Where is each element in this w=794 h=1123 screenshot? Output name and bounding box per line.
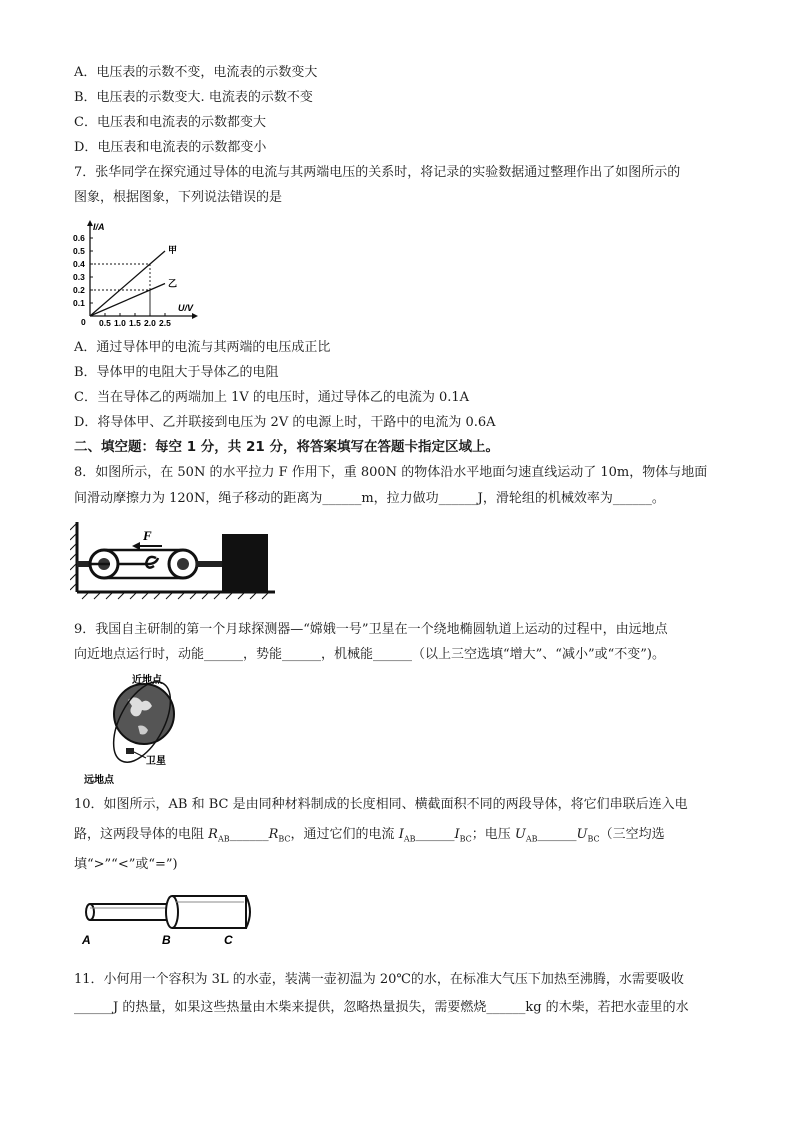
wall-hatch [70, 524, 76, 590]
heavy-block [222, 534, 268, 592]
origin-label: 0 [81, 317, 86, 327]
q10-symbol-R1: R [208, 827, 218, 842]
q7-option-b: B．导体甲的电阻大于导体乙的电阻 [74, 365, 279, 380]
conductor-bc [172, 896, 246, 928]
q10-symbol-U2: U [576, 827, 588, 842]
q10-line2 [74, 826, 665, 849]
y-tick-label: 0.5 [73, 246, 85, 256]
q7-stem-line2: 图象，根据图象，下列说法错误的是 [74, 190, 283, 205]
conductor-ab [90, 904, 172, 920]
q10-line3: 填“>”“<”或“=”) [74, 857, 178, 872]
q6-option-b: B．电压表的示数变大. 电流表的示数不变 [74, 90, 313, 105]
q10-sub-ab-2: AB [403, 834, 416, 844]
conductor-svg [76, 890, 256, 948]
earth [114, 684, 174, 744]
y-tick-label: 0.3 [73, 272, 85, 282]
section-heading: 二、填空题：每空 1 分，共 21 分，将答案填写在答题卡指定区域上。 [74, 439, 499, 455]
y-tick-label: 0.4 [73, 259, 85, 269]
y-tick-label: 0.2 [73, 285, 85, 295]
q7-option-d: D．将导体甲、乙并联接到电压为 2V 的电源上时，干路中的电流为 0.6A [74, 415, 496, 430]
x-tick-label: 2.5 [159, 318, 171, 328]
x-axis-arrow [192, 313, 198, 319]
q6-option-a: A．电压表的示数不变，电流表的示数变大 [74, 65, 318, 80]
q8-line1: 8．如图所示，在 50N 的水平拉力 F 作用下，重 800N 的物体沿水平地面匀速直线运动了 10m，物体与地面 [74, 465, 708, 480]
y-tick-label: 0.1 [73, 298, 85, 308]
apogee-label: 远地点 [84, 775, 114, 786]
pulley-figure [70, 520, 280, 600]
q10-blank-1: ______ [229, 827, 269, 842]
q10-sub-bc-2: BC [459, 834, 472, 844]
orbit-svg [80, 664, 210, 786]
q10-blank-3: ______ [537, 827, 577, 842]
orbit-figure [80, 664, 210, 786]
y-axis-label: I/A [93, 222, 105, 232]
q7-option-c: C．当在导体乙的两端加上 1V 的电压时，通过导体乙的电流为 0.1A [74, 390, 470, 405]
q10-symbol-R2: R [268, 827, 279, 842]
x-tick-label: 1.5 [129, 318, 141, 328]
q10-sub-ab-3: AB [525, 834, 538, 844]
conductor-figure [76, 890, 256, 948]
force-label: F [143, 528, 152, 543]
q9-line1: 9．我国自主研制的第一个月球探测器—“嫦娥一号”卫星在一个绕地椭圆轨道上运动的过程中，由远地点 [74, 622, 668, 637]
perigee-label: 近地点 [132, 675, 162, 686]
q10-sub-ab-1: AB [217, 834, 230, 844]
conductor-bc-left-end [166, 896, 178, 928]
label-c: C [224, 933, 233, 947]
q10-symbol-U1: U [514, 827, 526, 842]
q11-line1: 11．小何用一个容积为 3L 的水壶，装满一壶初温为 20℃的水，在标准大气压下加热至沸腾，水需要吸收 [74, 972, 684, 987]
q10-text-c: ；电压 [471, 827, 515, 842]
q7-option-a: A．通过导体甲的电流与其两端的电压成正比 [74, 340, 331, 355]
q6-option-d: D．电压表和电流表的示数都变小 [74, 140, 267, 155]
conductor-ab-end [86, 904, 94, 920]
x-tick-label: 1.0 [114, 318, 126, 328]
q7-stem-line1: 7．张华同学在探究通过导体的电流与其两端电压的关系时，将记录的实验数据通过整理作出了如图所示的 [74, 165, 681, 180]
q6-option-c: C．电压表和电流表的示数都变大 [74, 115, 266, 130]
y-tick-label: 0.6 [73, 233, 85, 243]
q10-blank-2: ______ [415, 827, 455, 842]
q10-line1: 10．如图所示，AB 和 BC 是由同种材料制成的长度相同、横截面积不同的两段导体，将它们串联后连入电 [74, 797, 688, 812]
x-tick-label: 0.5 [99, 318, 111, 328]
q10-symbol-I1: I [398, 827, 404, 842]
satellite-label: 卫星 [146, 756, 166, 767]
q10-sub-bc-3: BC [587, 834, 600, 844]
q10-sub-bc-1: BC [278, 834, 291, 844]
q10-text-d: （三空均选 [599, 827, 665, 842]
series-line-jia [90, 251, 165, 316]
series-line-yi [90, 284, 165, 317]
label-a: A [82, 933, 91, 947]
ground-hatch [82, 593, 268, 599]
label-b: B [162, 933, 171, 947]
iu-graph-svg [72, 218, 212, 330]
q8-line2: 间滑动摩擦力为 120N，绳子移动的距离为______m，拉力做功______J，滑轮组的机械效率为______。 [74, 491, 665, 506]
satellite-icon [126, 748, 134, 754]
x-axis-label: U/V [178, 303, 194, 313]
q10-text-b: ，通过它们的电流 [290, 827, 399, 842]
q9-line2: 向近地点运行时，动能______，势能______，机械能______（以上三空选填“增大”、“减小”或“不变”)。 [74, 647, 665, 662]
series-label: 乙 [168, 279, 178, 290]
pulley-svg [70, 520, 280, 600]
q11-line2: ______J 的热量，如果这些热量由木柴来提供，忽略热量损失，需要燃烧______kg 的木柴，若把水壶里的水 [74, 1000, 689, 1015]
iu-graph [72, 218, 212, 330]
q10-symbol-I2: I [454, 827, 460, 842]
series-label: 甲 [168, 246, 178, 256]
q10-text-a: 路，这两段导体的电阻 [74, 827, 209, 842]
x-tick-label: 2.0 [144, 318, 156, 328]
moving-pulley-axle [177, 558, 189, 570]
pulley-link [196, 561, 222, 567]
